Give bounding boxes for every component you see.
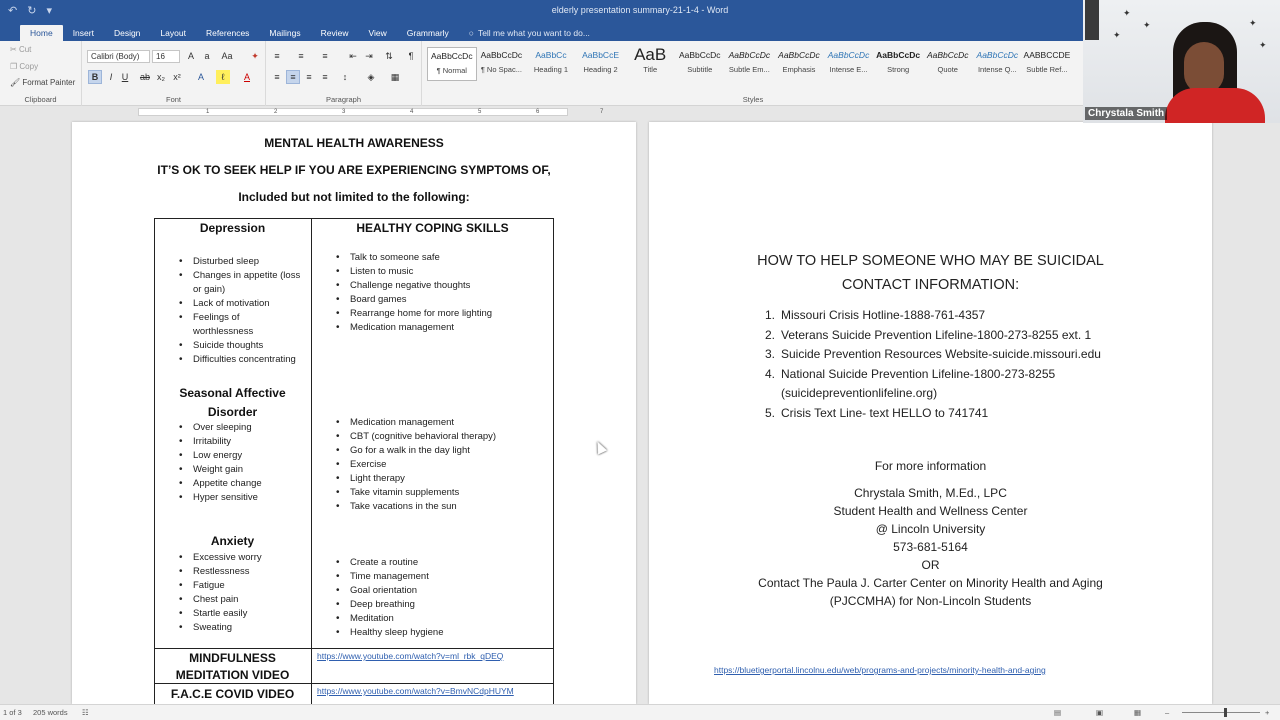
list-item: • Difficulties concentrating <box>179 353 314 367</box>
font-label: Font <box>165 95 181 104</box>
list-item: • Medication management <box>336 321 551 335</box>
table-border <box>154 218 155 704</box>
list-item: • Irritability <box>179 435 314 449</box>
copy-button[interactable]: ❐ Copy <box>10 62 39 71</box>
contact-text: Suicide Prevention Resources Website-suicide.missouri.edu <box>781 347 1101 361</box>
page-heading: MENTAL HEALTH AWARENESS <box>264 136 444 150</box>
font-group <box>82 41 266 106</box>
print-layout-icon[interactable]: ▣ <box>1096 708 1104 717</box>
ruler-tick: 2 <box>274 109 278 115</box>
butterfly-icon: ✦ <box>1259 40 1267 50</box>
contact-item <box>765 306 1101 326</box>
list-item: • Excessive worry <box>179 551 314 565</box>
style-preview: AaB <box>634 47 667 64</box>
bullets-icon[interactable]: ≡ <box>274 51 280 61</box>
table-border <box>553 218 554 704</box>
superscript-icon[interactable]: x² <box>173 72 181 82</box>
list-item: • Low energy <box>179 449 314 463</box>
contact-item <box>765 365 1101 385</box>
lightbulb-icon: ○ <box>468 28 474 38</box>
zoom-slider[interactable] <box>1182 712 1260 713</box>
list-item: • Goal orientation <box>336 584 551 598</box>
video-call-tile[interactable] <box>1083 0 1280 123</box>
line-spacing-icon[interactable]: ↕ <box>342 72 348 82</box>
style-option[interactable] <box>625 47 675 81</box>
list-item: • Create a routine <box>336 556 551 570</box>
contact-number: 2. <box>765 327 776 342</box>
list-item: • Sweating <box>179 621 314 635</box>
ruler-text-area <box>138 108 568 116</box>
clipboard-group <box>0 41 82 106</box>
style-option[interactable] <box>1022 47 1072 81</box>
page-subheading-2: Included but not limited to the following: <box>238 190 470 204</box>
format-painter-button[interactable]: 🖌 Format Painter <box>10 78 76 87</box>
document-page-2[interactable] <box>649 122 1212 704</box>
tab-design[interactable]: Design <box>113 28 141 38</box>
style-option[interactable] <box>824 47 874 81</box>
style-preview: AaBbCc <box>535 50 567 60</box>
style-preview: AaBbCcDc <box>678 50 721 60</box>
col-header-coping: HEALTHY COPING SKILLS <box>356 221 509 235</box>
sad-symptoms-list <box>179 421 314 505</box>
contact-line: Chrystala Smith, M.Ed., LPC <box>854 486 1007 500</box>
contact-line: (PJCCMHA) for Non-Lincoln Students <box>829 594 1032 608</box>
list-item: • Startle easily <box>179 607 314 621</box>
customize-icon[interactable]: ▾ <box>46 5 52 17</box>
shrink-font-icon[interactable]: a <box>204 51 210 61</box>
mindfulness-title-line2: MEDITATION VIDEO <box>175 668 290 682</box>
proofing-icon[interactable]: ☷ <box>82 708 89 717</box>
table-border <box>154 648 554 649</box>
undo-icon[interactable]: ↶ <box>8 5 18 17</box>
italic-icon[interactable]: I <box>109 72 113 82</box>
style-option[interactable] <box>923 47 973 81</box>
ruler-tick: 1 <box>206 109 210 115</box>
contact-line: Contact The Paula J. Carter Center on Minority Health and Aging <box>758 576 1103 590</box>
style-preview: AaBbCcDc <box>876 50 921 60</box>
list-item: • Time management <box>336 570 551 584</box>
style-option[interactable] <box>427 47 477 81</box>
ruler-tick: 6 <box>536 109 540 115</box>
word-count[interactable]: 205 words <box>33 708 68 717</box>
style-option[interactable] <box>526 47 576 81</box>
list-item: or gain) <box>193 284 226 295</box>
borders-icon[interactable]: ▦ <box>390 72 400 82</box>
zoom-out-icon[interactable]: – <box>1165 708 1170 717</box>
list-item: • Lack of motivation <box>179 297 314 311</box>
paragraph-group <box>266 41 422 106</box>
web-layout-icon[interactable]: ▦ <box>1134 708 1142 717</box>
align-right-icon[interactable]: ≡ <box>306 72 312 82</box>
contact-line: OR <box>921 558 940 572</box>
tell-me-box[interactable] <box>459 25 600 41</box>
styles-label: Styles <box>742 95 764 104</box>
change-case-icon[interactable]: Aa <box>221 51 233 61</box>
list-item: • Fatigue <box>179 579 314 593</box>
style-preview: AaBbCcDc <box>926 50 969 60</box>
font-color-icon[interactable]: A <box>243 72 250 82</box>
list-item: • Deep breathing <box>336 598 551 612</box>
shading-icon[interactable]: ◈ <box>367 72 375 82</box>
list-item: • Go for a walk in the day light <box>336 444 551 458</box>
list-item: • Take vitamin supplements <box>336 486 551 500</box>
page-subheading: IT’S OK TO SEEK HELP IF YOU ARE EXPERIENCING SYMPTOMS OF, <box>157 163 551 177</box>
list-item: • Light therapy <box>336 472 551 486</box>
subscript-icon[interactable]: x₂ <box>157 72 165 82</box>
style-option[interactable] <box>973 47 1023 81</box>
font-family-select[interactable]: Calibri (Body) <box>87 50 150 63</box>
butterfly-icon: ✦ <box>1249 18 1257 28</box>
suicide-help-heading: HOW TO HELP SOMEONE WHO MAY BE SUICIDAL <box>757 253 1104 269</box>
style-preview: AaBbCcDc <box>827 50 870 60</box>
contact-number: 5. <box>765 405 776 420</box>
style-name: Intense Q... <box>977 65 1017 74</box>
list-item: worthlessness <box>193 326 254 337</box>
list-item: • Rearrange home for more lighting <box>336 307 551 321</box>
style-preview: AaBbCcDc <box>778 50 820 60</box>
style-preview: AaBbCcE <box>582 50 619 60</box>
paragraph-label: Paragraph <box>325 95 362 104</box>
font-size-select[interactable]: 16 <box>152 50 180 63</box>
cut-button[interactable]: ✂ Cut <box>10 45 32 54</box>
contact-text: Missouri Crisis Hotline-1888-761-4357 <box>781 308 986 322</box>
style-preview: AaBbCcDc <box>976 50 1019 60</box>
style-name: Subtle Ref... <box>1026 65 1068 74</box>
list-item: • CBT (cognitive behavioral therapy) <box>336 430 551 444</box>
tab-insert[interactable]: Insert <box>72 28 94 38</box>
style-name: Subtle Em... <box>728 65 770 74</box>
butterfly-icon: ✦ <box>1113 30 1121 40</box>
underline-icon[interactable]: U <box>121 72 129 82</box>
depression-coping-list <box>336 251 551 335</box>
list-item: • Weight gain <box>179 463 314 477</box>
style-option[interactable] <box>675 47 725 81</box>
style-name: ¶ No Spac... <box>480 65 522 74</box>
face-video-link[interactable]: https://www.youtube.com/watch?v=BmvNCdpHUYM <box>317 686 514 696</box>
grow-font-icon[interactable]: A <box>187 51 194 61</box>
butterfly-icon: ✦ <box>1123 8 1131 18</box>
zoom-in-icon[interactable]: + <box>1265 708 1270 717</box>
wall-frame <box>1085 0 1099 40</box>
style-preview: AaBbCcDc <box>431 51 473 61</box>
ruler-tick: 3 <box>342 109 346 115</box>
style-preview: AaBbCcDc <box>480 50 523 60</box>
list-item: • Exercise <box>336 458 551 472</box>
highlight-icon[interactable]: ℓ <box>216 70 230 84</box>
col-header-depression: Depression <box>199 221 266 235</box>
list-item: • Medication management <box>336 416 551 430</box>
style-name: Heading 1 <box>533 65 569 74</box>
contacts-list <box>765 306 1101 423</box>
tell-me-text: Tell me what you want to do... <box>477 28 590 38</box>
list-item: • Over sleeping <box>179 421 314 435</box>
text-effects-icon[interactable]: A <box>197 72 204 82</box>
table-border <box>154 683 554 684</box>
list-item: • Appetite change <box>179 477 314 491</box>
style-preview: AABBCCDE <box>1023 50 1071 60</box>
contact-text: National Suicide Prevention Lifeline-1800-273-8255 <box>781 366 1056 381</box>
list-item: • Chest pain <box>179 593 314 607</box>
style-option[interactable] <box>873 47 923 81</box>
horizontal-ruler <box>72 107 636 117</box>
list-item: • Hyper sensitive <box>179 491 314 505</box>
contact-text: (suicidepreventionlifeline.org) <box>781 386 938 400</box>
style-preview: AaBbCcDc <box>728 50 771 60</box>
contact-item <box>765 404 1101 424</box>
sad-title-line1: Seasonal Affective <box>179 386 286 400</box>
justify-icon[interactable]: ≡ <box>322 72 328 82</box>
contact-line: 573-681-5164 <box>893 540 968 554</box>
participant-name: Chrystala Smith <box>1085 107 1167 120</box>
style-name: Emphasis <box>782 65 816 74</box>
anxiety-title: Anxiety <box>210 534 255 548</box>
participant-shirt <box>1165 88 1265 123</box>
list-item: • Board games <box>336 293 551 307</box>
contact-info-heading: CONTACT INFORMATION: <box>841 277 1020 293</box>
table-border <box>154 218 554 219</box>
window-title: elderly presentation summary-21-1-4 - Word <box>551 5 729 15</box>
minority-health-link[interactable]: https://bluetigerportal.lincolnu.edu/web/programs-and-projects/minority-health-and-aging <box>714 665 1046 675</box>
list-item: • Meditation <box>336 612 551 626</box>
read-mode-icon[interactable]: ▤ <box>1054 708 1062 717</box>
list-item: • Healthy sleep hygiene <box>336 626 551 640</box>
list-item: • Feelings of <box>179 311 314 325</box>
align-center-icon[interactable]: ≡ <box>286 70 300 84</box>
style-name: ¶ Normal <box>436 66 467 75</box>
align-left-icon[interactable]: ≡ <box>274 72 280 82</box>
status-bar <box>0 704 1280 720</box>
contact-line: @ Lincoln University <box>875 522 986 536</box>
list-item: • Suicide thoughts <box>179 339 314 353</box>
style-option[interactable] <box>774 47 824 81</box>
contact-item <box>765 384 1101 404</box>
anxiety-coping-list <box>336 556 551 640</box>
increase-indent-icon[interactable]: ⇥ <box>365 51 373 61</box>
butterfly-icon: ✦ <box>1143 20 1151 30</box>
contact-number: 1. <box>765 308 776 322</box>
list-item: • Take vacations in the sun <box>336 500 551 514</box>
contact-number: 3. <box>765 347 776 361</box>
redo-icon[interactable]: ↻ <box>27 5 37 17</box>
tab-layout[interactable]: Layout <box>160 28 186 38</box>
sad-title-line2: Disorder <box>207 405 258 419</box>
style-name: Strong <box>887 65 910 74</box>
decrease-indent-icon[interactable]: ⇤ <box>349 51 357 61</box>
strikethrough-icon[interactable]: ab <box>139 72 150 82</box>
style-option[interactable] <box>725 47 775 81</box>
zoom-slider-thumb[interactable] <box>1224 708 1227 717</box>
document-page-1[interactable] <box>72 122 636 704</box>
ruler-tick: 7 <box>600 109 604 115</box>
page-count[interactable]: 1 of 3 <box>3 708 22 717</box>
ruler-tick: 4 <box>410 109 414 115</box>
mindfulness-video-link[interactable]: https://www.youtube.com/watch?v=ml_rbk_qDEQ <box>317 651 504 661</box>
bold-icon[interactable]: B <box>88 70 102 84</box>
list-item: • Talk to someone safe <box>336 251 551 265</box>
tab-mailings[interactable]: Mailings <box>269 28 301 38</box>
show-marks-icon[interactable]: ¶ <box>408 51 414 61</box>
contact-line: Student Health and Wellness Center <box>833 504 1028 518</box>
participant-face <box>1184 42 1224 94</box>
list-item: • Changes in appetite (loss <box>179 269 314 283</box>
numbering-icon[interactable]: ≡ <box>298 51 304 61</box>
anxiety-symptoms-list <box>179 551 314 635</box>
style-name: Subtitle <box>687 65 713 74</box>
style-name: Title <box>643 65 658 74</box>
tab-home[interactable]: Home <box>20 25 63 41</box>
style-option[interactable] <box>477 47 527 81</box>
tab-review[interactable]: Review <box>320 28 349 38</box>
sad-coping-list <box>336 416 551 514</box>
contact-item <box>765 345 1101 365</box>
style-name: Intense E... <box>829 65 868 74</box>
styles-gallery <box>427 47 1082 81</box>
style-name: Heading 2 <box>583 65 618 74</box>
style-option[interactable] <box>576 47 626 81</box>
tab-grammarly[interactable]: Grammarly <box>406 28 449 38</box>
tab-view[interactable]: View <box>368 28 387 38</box>
face-video-title: F.A.C.E COVID VIDEO <box>170 687 295 701</box>
sort-icon[interactable]: ⇅ <box>385 51 393 61</box>
clear-formatting-icon[interactable]: ✦ <box>251 51 259 61</box>
list-item: • Restlessness <box>179 565 314 579</box>
clipboard-label: Clipboard <box>24 95 57 104</box>
depression-symptoms-list <box>179 255 314 367</box>
more-info-label: For more information <box>874 459 987 473</box>
contact-text: Crisis Text Line- text HELLO to 741741 <box>781 405 989 420</box>
ruler-tick: 5 <box>478 109 482 115</box>
list-item: • Challenge negative thoughts <box>336 279 551 293</box>
mindfulness-title-line1: MINDFULNESS <box>189 651 276 665</box>
multilevel-list-icon[interactable]: ≡ <box>322 51 328 61</box>
list-item: • Listen to music <box>336 265 551 279</box>
contact-number: 4. <box>765 366 776 381</box>
style-name: Quote <box>937 65 958 74</box>
tab-references[interactable]: References <box>205 28 250 38</box>
contact-item <box>765 326 1101 346</box>
list-item: • Disturbed sleep <box>179 255 314 269</box>
contact-text: Veterans Suicide Prevention Lifeline-1800-273-8255 ext. 1 <box>781 327 1092 342</box>
